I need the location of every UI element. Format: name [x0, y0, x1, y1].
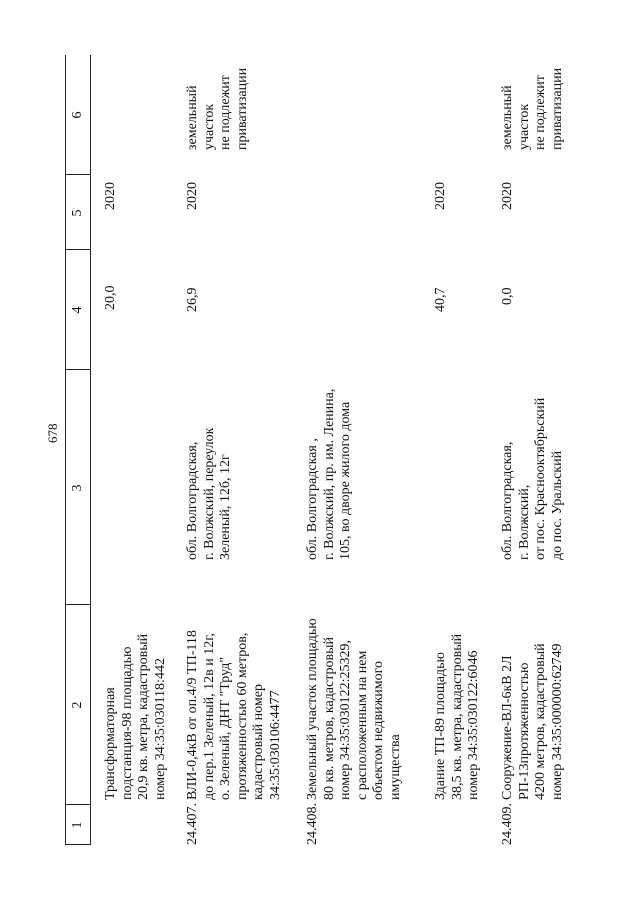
row-number: 24.408.	[305, 803, 320, 845]
header-bottom-border	[90, 55, 91, 845]
object-value: 26,9	[185, 287, 200, 312]
object-note: земельный участок не подлежит приватизации	[185, 67, 250, 150]
object-address: обл. Волгоградская , г. Волжский, пр. им. Ленина, 105, во дворе жилого дома	[305, 388, 353, 560]
header-divider	[65, 174, 90, 175]
property-table	[65, 55, 580, 845]
column-header-6: 6	[70, 111, 85, 119]
object-note: земельный участок не подлежит приватизации	[500, 67, 565, 150]
object-address: обл. Волгоградская, г. Волжский, переулок Зеленый, 12б, 12г	[185, 427, 233, 560]
object-name: Трансформаторная подстанция-98 площадью 20,9 кв. метра, кадастровый номер 34:35:030118:442	[103, 633, 168, 800]
object-address: обл. Волгоградская, г. Волжский, от пос. Краснооктябрьский до пос. Уральский	[500, 397, 565, 560]
object-year: 2020	[103, 182, 118, 210]
header-divider	[65, 604, 90, 605]
object-value: 0,0	[500, 287, 515, 305]
row-number: 24.407.	[185, 803, 200, 845]
object-name: ВЛИ-0,4кВ от оп.4/9 ТП-118 до пер.1 Зеленый, 12в и 12г, о. Зеленый, ДНТ "Труд" протяженностью 60 метров, кадастровый номер 34:35:030106:4477	[185, 630, 283, 800]
header-divider	[65, 369, 90, 370]
column-header-1: 1	[70, 821, 85, 829]
object-year: 2020	[500, 182, 515, 210]
column-header-3: 3	[70, 484, 85, 492]
object-year: 2020	[185, 182, 200, 210]
object-value: 20,0	[103, 285, 118, 310]
object-year: 2020	[433, 182, 448, 210]
object-name: Здание ТП-89 площадью 38,5 кв. метра, кадастровый номер 34:35:030122:6046	[433, 633, 481, 800]
column-header-5: 5	[70, 209, 85, 217]
object-name: Сооружение-ВЛ-6кВ 2Л РП-13протяженностью 4200 метров, кадастровый номер 34:35:000000:62749	[500, 643, 565, 800]
object-value: 40,7	[433, 287, 448, 312]
column-header-4: 4	[70, 306, 85, 314]
page-number: 678	[45, 423, 60, 443]
column-header-2: 2	[70, 701, 85, 709]
object-name: Земельный участок площадью 80 кв. метров, кадастровый номер 34:35:030122:25329, с расположенным на нем объектом недвижимого имущества	[305, 618, 403, 800]
header-divider	[65, 249, 90, 250]
row-number: 24.409.	[500, 803, 515, 845]
